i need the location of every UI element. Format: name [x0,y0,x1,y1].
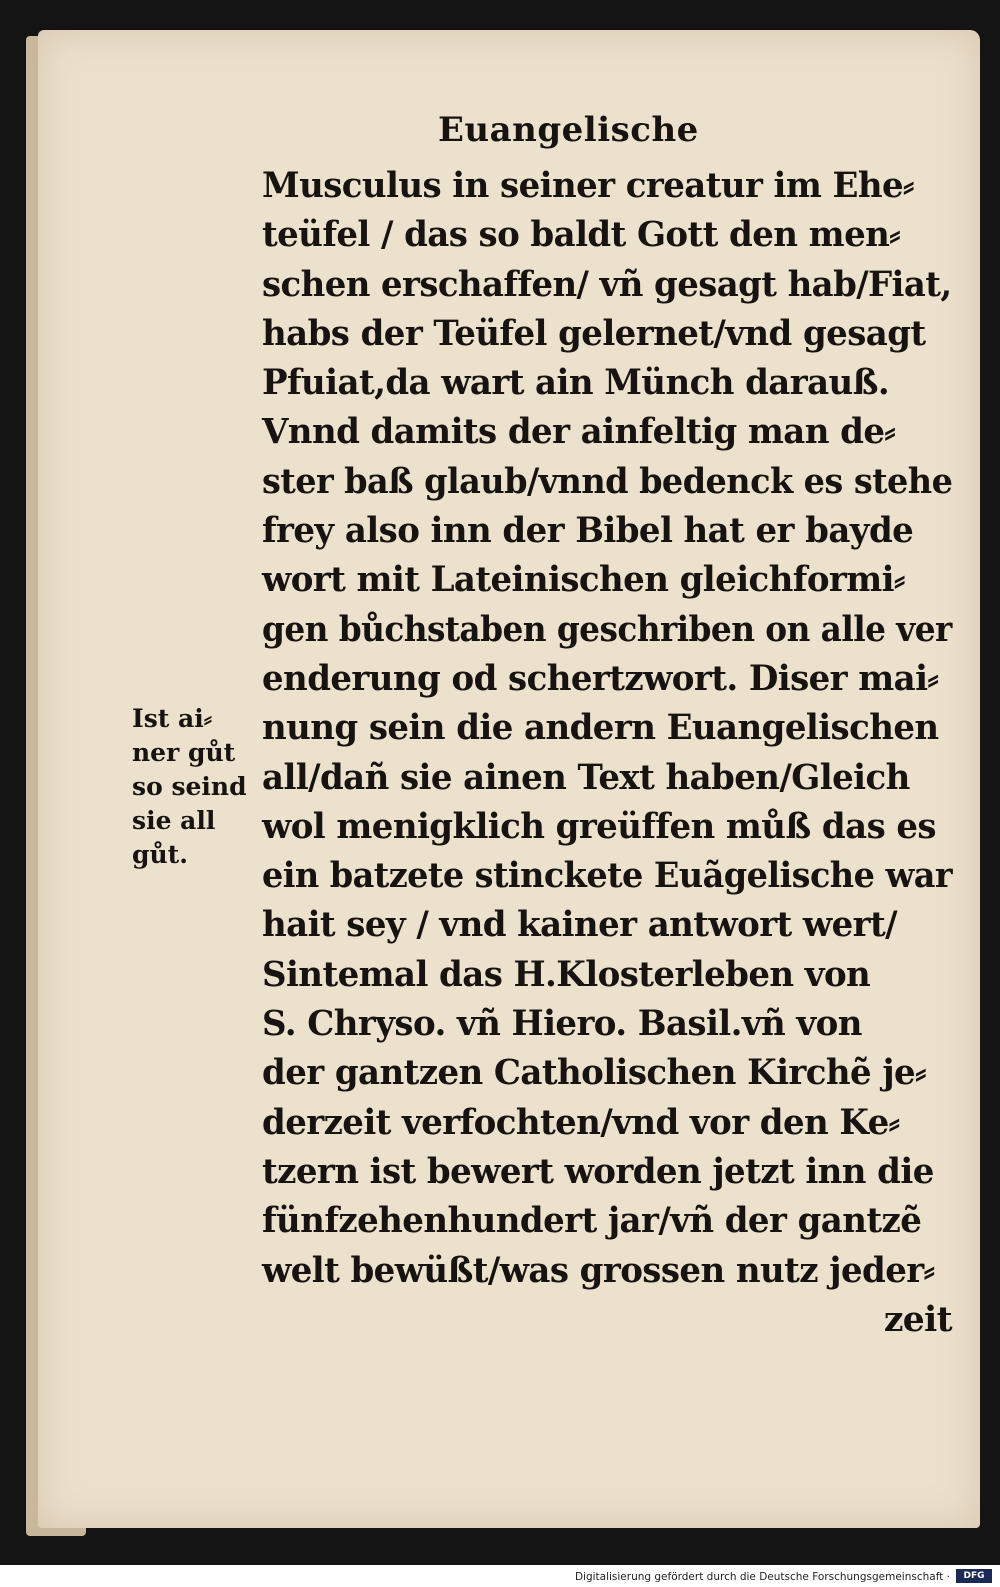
running-head: Euangelische [438,110,699,150]
text-line: hait sey / vnd kainer antwort wert/ [262,905,897,946]
text-line: derzeit verfochten/vnd vor den Ke⸗ [262,1102,900,1143]
text-line: nung sein die andern Euangelischen [262,708,939,749]
catchword: zeit [883,1299,952,1340]
footer-credit: Digitalisierung gefördert durch die Deutsche Forschungsgemeinschaft · [574,1571,950,1583]
book-page [38,30,980,1528]
marginal-note [132,702,247,872]
text-line: teüfel / das so baldt Gott den men⸗ [262,215,901,256]
text-line: wort mit Lateinischen gleichformi⸗ [262,560,905,601]
marginal-line: sie all [132,806,216,835]
text-line: welt bewüßt/was grossen nutz jeder⸗ [262,1250,935,1291]
text-line: schen erschaffen/ vñ gesagt hab/Fiat, [262,264,952,305]
text-line: enderung od schertzwort. Diser mai⸗ [262,658,939,699]
marginal-line: gůt. [132,840,188,869]
text-line: ster baß glaub/vnnd bedenck es stehe [262,461,953,502]
text-line: S. Chryso. vñ Hiero. Basil.vñ von [262,1004,862,1045]
text-line: frey also inn der Bibel hat er bayde [262,511,914,552]
text-line: habs der Teüfel gelernet/vnd gesagt [262,313,926,354]
text-line: all/dañ sie ainen Text haben/Gleich [262,757,910,798]
text-line: ein batzete stinckete Euãgelische war [262,856,952,897]
marginal-line: Ist ai⸗ [132,704,213,733]
text-line: wol menigklich greüffen můß das es [262,806,937,847]
text-line: der gantzen Catholischen Kirchẽ je⸗ [262,1053,926,1094]
footer-bar [0,1565,1000,1587]
text-line: fünfzehenhundert jar/vñ der gantzẽ [262,1201,922,1242]
body-text [262,162,962,1345]
marginal-line: ner gůt [132,738,236,767]
text-line: Pfuiat,da wart ain Münch darauß. [262,363,890,404]
text-line: tzern ist bewert worden jetzt inn die [262,1151,934,1192]
text-line: Vnnd damits der ainfeltig man de⸗ [262,412,896,453]
dfg-logo: DFG [956,1569,992,1583]
text-line: Sintemal das H.Klosterleben von [262,954,871,995]
marginal-line: so seind [132,772,247,801]
text-line: Musculus in seiner creatur im Ehe⸗ [262,166,914,206]
text-line: gen bůchstaben geschriben on alle ver [262,609,952,650]
